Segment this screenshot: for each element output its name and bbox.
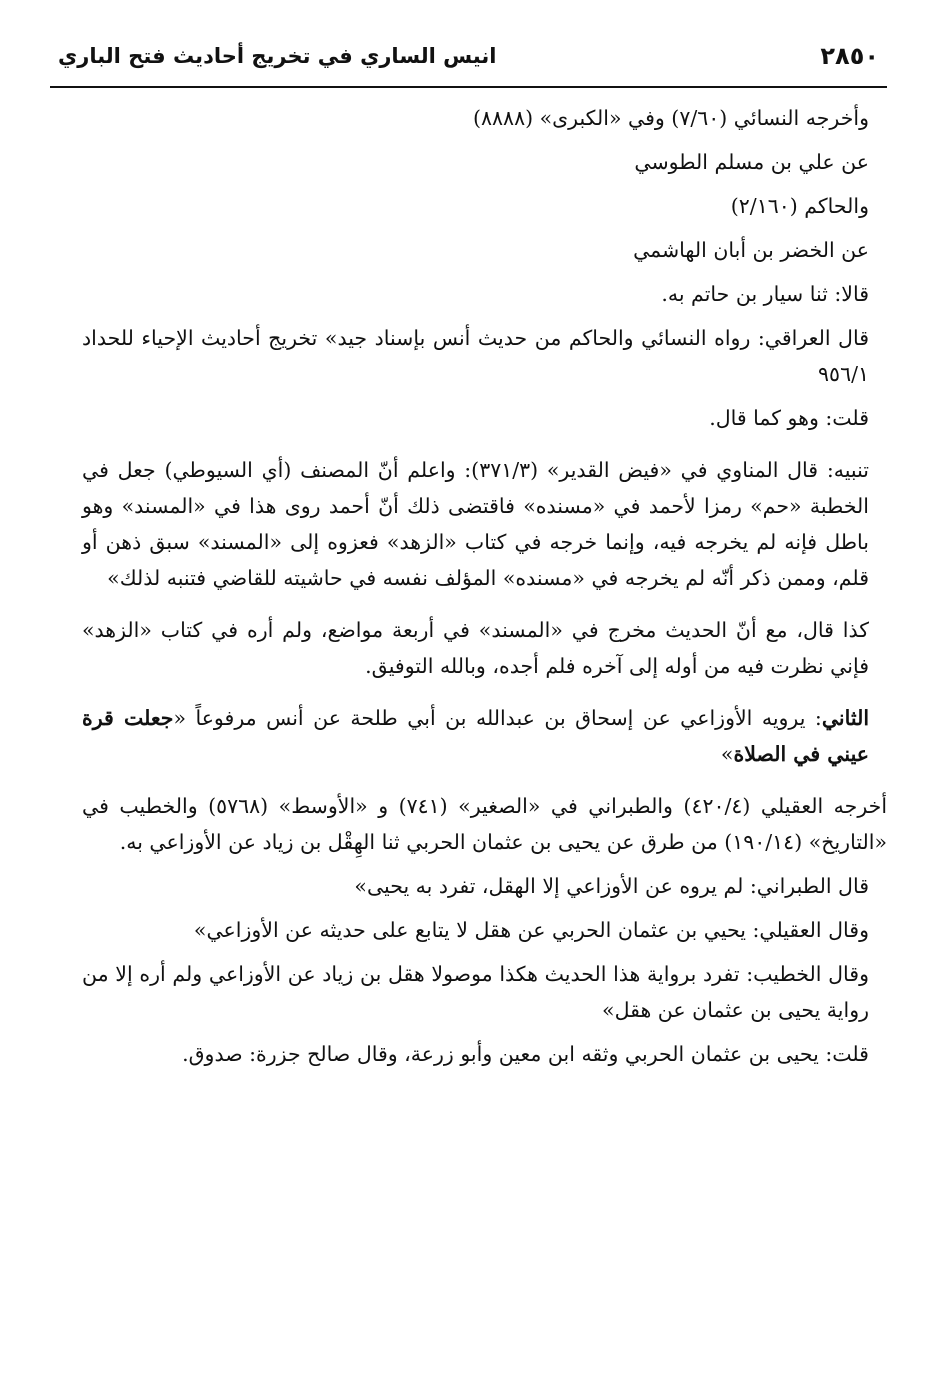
paragraph-khatib: وقال الخطيب: تفرد برواية هذا الحديث هكذا موصولا هقل بن زياد عن الأوزاعي ولم أره إلا من رواية يحيى بن عثمان عن هقل» xyxy=(82,962,869,1022)
page-number: ٢٨٥٠ xyxy=(820,42,879,70)
paragraph-ali-ibn-muslim: عن علي بن مسلم الطوسي xyxy=(634,150,869,174)
paragraph-khadir: عن الخضر بن أبان الهاشمي xyxy=(633,238,869,262)
second-label: الثاني xyxy=(821,706,870,730)
paragraph-iraqi: قال العراقي: رواه النسائي والحاكم من حديث أنس بإسناد جيد» تخريج أحاديث الإحياء للحداد ٩٥٦/١ xyxy=(82,326,869,386)
paragraph-tanbih: تنبيه: قال المناوي في «فيض القدير» (٣٧١/٣): واعلم أنّ المصنف (أي السيوطي) جعل في الخطبة «حم» رمزا لأحمد في «مسنده» فاقتضى ذلك أنّ أحمد روى هذا في «المسند» وهو باطل فإنه لم يخرجه فيه، وإنما خرجه في كتاب «الزهد» فعزوه إلى «المسند» سبق ذهن أو قلم، وممن ذكر أنّه لم يخرجه في «مسنده» المؤلف نفسه في حاشيته للقاضي فتنبه لذلك» xyxy=(82,458,870,590)
paragraph-second-hadith xyxy=(82,700,887,772)
page-header xyxy=(50,36,887,84)
header-divider xyxy=(50,86,887,88)
paragraph-uqayli: وقال العقيلي: يحيي بن عثمان الحربي عن هقل لا يتابع على حديثه عن الأوزاعي» xyxy=(193,918,869,942)
hadith-close-quote: » xyxy=(720,742,734,766)
paragraph-nasai-takhrij: وأخرجه النسائي (٧/٦٠) وفي «الكبرى» (٨٨٨٨) xyxy=(473,106,869,130)
hadith-text: جعلت قرة عيني في الصلاة xyxy=(82,706,869,766)
second-text: : يرويه الأوزاعي عن إسحاق بن عبدالله بن أبي طلحة عن أنس مرفوعاً « xyxy=(173,706,822,730)
paragraph-hakim: والحاكم (٢/١٦٠) xyxy=(730,194,869,218)
running-title: انيس الساري في تخريج أحاديث فتح الباري xyxy=(58,44,497,68)
paragraph-qultu-2: قلت: يحيى بن عثمان الحربي وثقه ابن معين وأبو زرعة، وقال صالح جزرة: صدوق. xyxy=(182,1042,869,1066)
paragraph-kadha-qal: كذا قال، مع أنّ الحديث مخرج في «المسند» في أربعة مواضع، ولم أره في كتاب «الزهد» فإني نظرت فيه من أوله إلى آخره فلم أجده، وبالله التوفيق. xyxy=(82,618,869,678)
paragraph-qultu-1: قلت: وهو كما قال. xyxy=(709,406,869,430)
paragraph-tabarani: قال الطبراني: لم يروه عن الأوزاعي إلا الهقل، تفرد به يحيى» xyxy=(354,874,869,898)
paragraph-qala: قالا: ثنا سيار بن حاتم به. xyxy=(661,282,869,306)
paragraph-uqayli-takhrij: أخرجه العقيلي (٤٢٠/٤) والطبراني في «الصغير» (٧٤١) و «الأوسط» (٥٧٦٨) والخطيب في «التاريخ» (١٩٠/١٤) من طرق عن يحيى بن عثمان الحربي ثنا الهِقْل بن زياد عن الأوزاعي به. xyxy=(82,794,888,854)
page-body xyxy=(82,100,887,1072)
